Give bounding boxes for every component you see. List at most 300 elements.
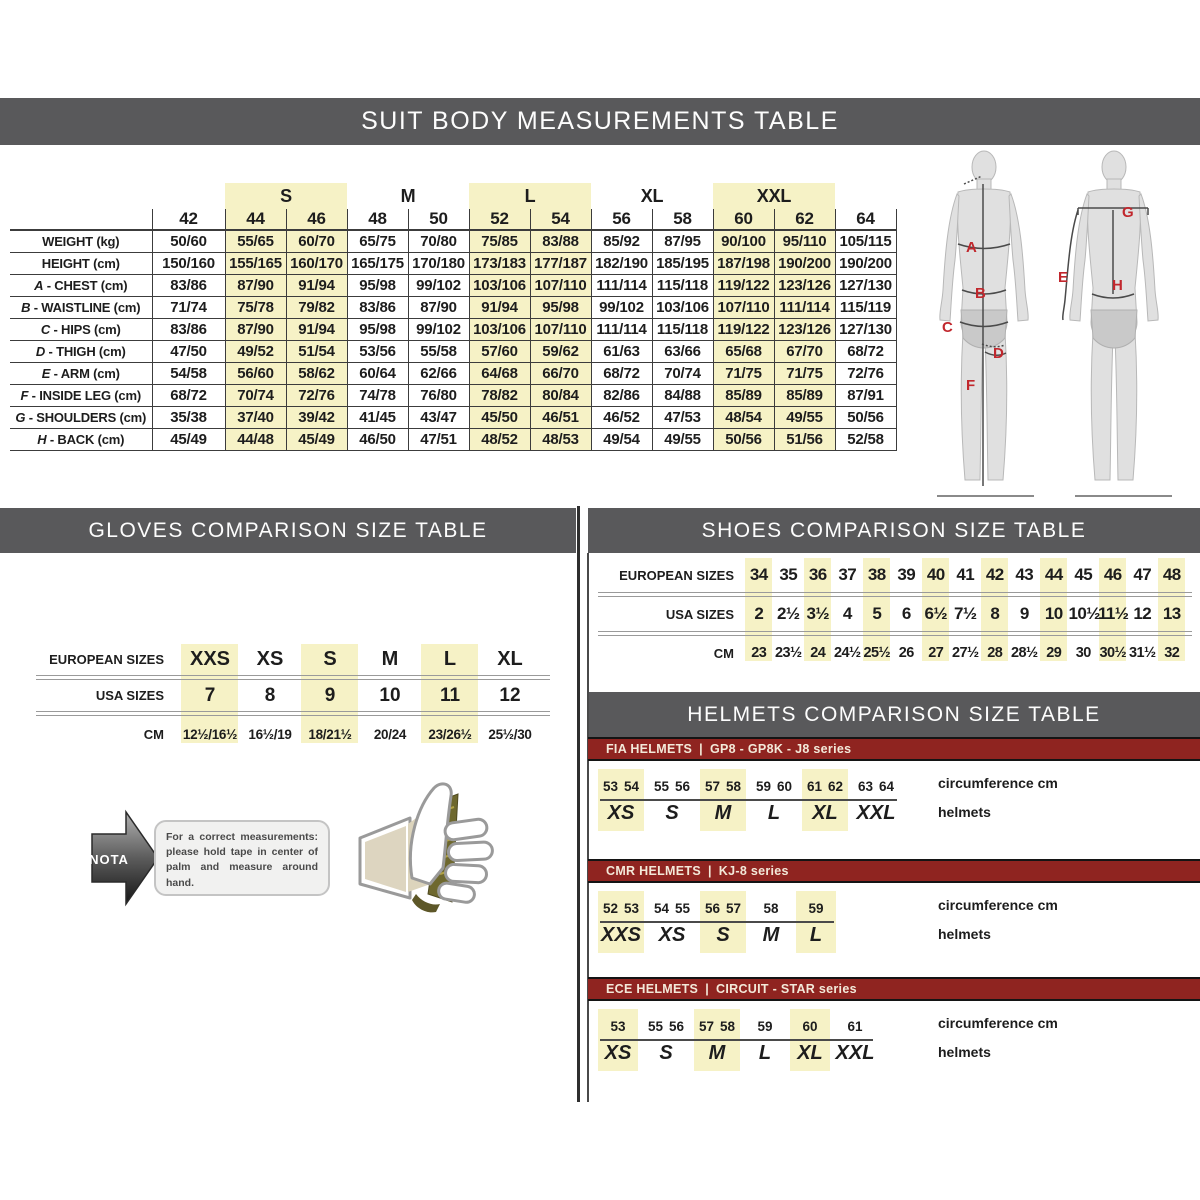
helmet-size-label: XS	[607, 801, 635, 824]
measurement-letter-e: E	[1058, 269, 1069, 286]
circumference-value: 55	[654, 778, 670, 794]
measurement-value: 82/86	[591, 385, 652, 407]
size-value: XL	[497, 648, 523, 670]
measurement-value: 68/72	[835, 341, 896, 363]
measurement-value: 46/51	[530, 407, 591, 429]
circumference-row-label: circumference cm	[938, 1015, 1058, 1031]
measurement-value: 47/53	[652, 407, 713, 429]
size-value: 7½	[954, 604, 977, 623]
measurement-value: 75/85	[469, 230, 530, 253]
table-row	[592, 597, 1192, 631]
size-header: 60	[713, 209, 774, 230]
measurement-value: 107/110	[530, 275, 591, 297]
measurement-value: 41/45	[347, 407, 408, 429]
circumference-value: 61	[847, 1018, 863, 1034]
measurement-letter-d: D	[993, 345, 1004, 362]
size-value: 8	[990, 604, 1000, 623]
measurement-letter-f: F	[966, 377, 976, 394]
helmet-row-labels	[938, 891, 1058, 949]
size-value: 29	[1046, 645, 1062, 661]
helmet-size-label: S	[716, 923, 730, 946]
circumference-values	[756, 896, 786, 920]
size-value: 39	[897, 565, 916, 584]
fia-helmets-section	[588, 737, 1200, 849]
row-label: CM	[713, 645, 734, 661]
size-value: 34	[749, 565, 768, 584]
suit-table-title: SUIT BODY MEASUREMENTS TABLE	[361, 107, 839, 135]
measurement-value: 50/56	[835, 407, 896, 429]
size-header: 56	[591, 209, 652, 230]
size-value: 25½/30	[488, 726, 532, 742]
measurement-value: 46/52	[591, 407, 652, 429]
measurement-value: 91/94	[286, 319, 347, 341]
circumference-values	[756, 774, 792, 798]
table-row	[10, 363, 896, 385]
size-value: 37	[838, 565, 857, 584]
circumference-value: 59	[757, 1018, 773, 1034]
measurement-value: 173/183	[469, 253, 530, 275]
measurement-value: 91/94	[286, 275, 347, 297]
measurement-value: 57/60	[469, 341, 530, 363]
measurement-value: 87/95	[652, 230, 713, 253]
measurement-value: 71/75	[713, 363, 774, 385]
size-group-label: M	[400, 185, 416, 206]
table-row	[10, 385, 896, 407]
helmet-series-bar	[588, 977, 1200, 1001]
measurement-value: 107/110	[713, 297, 774, 319]
helmet-size-groups	[598, 891, 836, 953]
row-label: CM	[143, 726, 164, 742]
size-value: 30½	[1099, 645, 1126, 661]
helmet-size-label: M	[708, 1041, 726, 1064]
circumference-values	[603, 1014, 633, 1038]
row-label: E - ARM (cm)	[10, 363, 152, 385]
measurement-value: 103/106	[469, 275, 530, 297]
measurement-value: 54/58	[152, 363, 225, 385]
measurement-value: 115/118	[652, 275, 713, 297]
size-value: M	[381, 648, 399, 670]
row-label: HEIGHT (cm)	[10, 253, 152, 275]
table-row	[30, 680, 550, 711]
helmet-size-label: L	[809, 923, 823, 946]
helmet-series-detail: KJ-8 series	[718, 864, 789, 878]
mannequin-figures	[912, 132, 1200, 504]
measurement-value: 71/74	[152, 297, 225, 319]
nota-arrow-icon	[88, 806, 162, 910]
suit-body-measurements-table	[10, 183, 897, 451]
measurement-value: 72/76	[835, 363, 896, 385]
measurement-letter-h: H	[1112, 277, 1123, 294]
helmet-size-label: XL	[797, 1041, 823, 1064]
measurement-value: 190/200	[835, 253, 896, 275]
helmet-size-groups	[598, 769, 899, 831]
measurement-value: 79/82	[286, 297, 347, 319]
size-value: 11	[439, 684, 461, 706]
measurement-value: 95/98	[347, 275, 408, 297]
measurement-value: 85/89	[713, 385, 774, 407]
size-value: 42	[985, 565, 1004, 584]
circumference-underline	[600, 921, 834, 923]
size-value: 26	[898, 645, 914, 661]
helmet-series-detail: CIRCUIT - STAR series	[716, 982, 857, 996]
measurement-value: 67/70	[774, 341, 835, 363]
measurement-value: 49/55	[774, 407, 835, 429]
pipe-separator: |	[707, 864, 712, 878]
measurement-value: 95/110	[774, 230, 835, 253]
circumference-value: 57	[725, 900, 741, 916]
table-row	[10, 341, 896, 363]
measurement-value: 53/56	[347, 341, 408, 363]
helmet-series-name: ECE HELMETS	[606, 982, 699, 996]
measurement-value: 190/200	[774, 253, 835, 275]
size-value: 6	[901, 604, 911, 623]
size-value: 43	[1015, 565, 1034, 584]
size-value: 6½	[924, 604, 947, 623]
row-label: USA SIZES	[95, 688, 164, 703]
measurement-value: 50/60	[152, 230, 225, 253]
size-value: 16½/19	[248, 726, 292, 742]
row-label: G - SHOULDERS (cm)	[10, 407, 152, 429]
measurement-letter-a: A	[966, 239, 977, 256]
measurement-value: 155/165	[225, 253, 286, 275]
measurement-value: 35/38	[152, 407, 225, 429]
measuring-note-text: For a correct measurements: please hold tape in center of palm and measure around hand.	[166, 831, 318, 889]
circumference-value: 56	[674, 778, 690, 794]
circumference-values	[840, 1014, 870, 1038]
measurement-value: 75/78	[225, 297, 286, 319]
size-value: 44	[1044, 565, 1063, 584]
measurement-value: 45/49	[286, 429, 347, 451]
table-row	[10, 230, 896, 253]
size-value: 45	[1074, 565, 1093, 584]
size-value: 41	[956, 565, 975, 584]
measurement-value: 65/75	[347, 230, 408, 253]
circumference-underline	[600, 799, 897, 801]
measurement-value: 78/82	[469, 385, 530, 407]
size-value: 2	[754, 604, 764, 623]
helmet-series-name: CMR HELMETS	[606, 864, 701, 878]
measurement-value: 185/195	[652, 253, 713, 275]
circumference-value: 53	[603, 778, 619, 794]
mannequin-back-figure	[1070, 151, 1158, 480]
measurement-value: 83/86	[347, 297, 408, 319]
circumference-row-label: circumference cm	[938, 897, 1058, 913]
measurement-value: 71/75	[774, 363, 835, 385]
circumference-value: 58	[719, 1018, 735, 1034]
helmet-size-label: L	[767, 801, 781, 824]
measurement-value: 80/84	[530, 385, 591, 407]
gloves-table-title-bar	[0, 508, 576, 553]
measurement-value: 70/80	[408, 230, 469, 253]
measurement-value: 115/119	[835, 297, 896, 319]
measurement-value: 99/102	[591, 297, 652, 319]
size-header: 42	[152, 209, 225, 230]
row-label: EUROPEAN SIZES	[619, 567, 734, 583]
measurement-value: 58/62	[286, 363, 347, 385]
hand-measure-illustration	[352, 780, 502, 914]
size-header: 58	[652, 209, 713, 230]
helmet-size-label: S	[665, 801, 679, 824]
circumference-value: 53	[623, 900, 639, 916]
helmet-size-label: S	[659, 1041, 673, 1064]
measurement-value: 47/50	[152, 341, 225, 363]
size-header: 52	[469, 209, 530, 230]
measurement-value: 87/90	[408, 297, 469, 319]
size-value: 46	[1103, 565, 1122, 584]
helmet-size-label: XL	[812, 801, 838, 824]
measurement-value: 83/86	[152, 319, 225, 341]
measurement-value: 47/51	[408, 429, 469, 451]
measurement-value: 70/74	[652, 363, 713, 385]
measurement-value: 119/122	[713, 275, 774, 297]
circumference-underline	[600, 1039, 873, 1041]
circumference-value: 52	[603, 900, 619, 916]
circumference-value: 56	[705, 900, 721, 916]
circumference-values	[654, 774, 690, 798]
measurement-value: 105/115	[835, 230, 896, 253]
measurement-value: 177/187	[530, 253, 591, 275]
measurement-value: 85/89	[774, 385, 835, 407]
measurement-value: 170/180	[408, 253, 469, 275]
helmet-size-label: M	[714, 801, 732, 824]
size-value: 23/26½	[428, 726, 472, 742]
measurement-value: 90/100	[713, 230, 774, 253]
helmets-row-label: helmets	[938, 1044, 991, 1060]
circumference-values	[603, 774, 639, 798]
measurement-value: 44/48	[225, 429, 286, 451]
size-value: XS	[256, 648, 284, 670]
measurement-value: 60/64	[347, 363, 408, 385]
circumference-value: 56	[668, 1018, 684, 1034]
size-value: XXS	[189, 648, 231, 670]
size-value: 28	[987, 645, 1003, 661]
circumference-value: 60	[776, 778, 792, 794]
nota-label: NOTA	[89, 852, 129, 867]
cmr-helmets-section	[588, 859, 1200, 971]
table-row	[592, 558, 1192, 592]
table-row	[10, 297, 896, 319]
size-value: 9	[1019, 604, 1029, 623]
circumference-value: 64	[878, 778, 894, 794]
measurement-value: 91/94	[469, 297, 530, 319]
size-value: 10	[1044, 604, 1063, 623]
size-value: 8	[264, 684, 276, 706]
ece-helmets-section	[588, 977, 1200, 1089]
circumference-value: 59	[756, 778, 772, 794]
helmet-size-rows	[588, 883, 1200, 971]
helmet-size-label: L	[758, 1041, 772, 1064]
size-value: 20/24	[373, 726, 407, 742]
size-value: 32	[1164, 645, 1180, 661]
measurement-value: 68/72	[152, 385, 225, 407]
measurement-value: 84/88	[652, 385, 713, 407]
measurement-value: 99/102	[408, 319, 469, 341]
circumference-value: 58	[725, 778, 741, 794]
size-header: 50	[408, 209, 469, 230]
circumference-value: 59	[808, 900, 824, 916]
measurement-value: 83/88	[530, 230, 591, 253]
measurement-value: 83/86	[152, 275, 225, 297]
pipe-separator: |	[705, 982, 710, 996]
helmet-series-name: FIA HELMETS	[606, 742, 693, 756]
measurement-value: 87/90	[225, 319, 286, 341]
measurement-value: 45/49	[152, 429, 225, 451]
measurement-value: 48/53	[530, 429, 591, 451]
measurement-value: 76/80	[408, 385, 469, 407]
measurement-value: 165/175	[347, 253, 408, 275]
measurement-value: 160/170	[286, 253, 347, 275]
measurement-value: 49/54	[591, 429, 652, 451]
helmets-row-label: helmets	[938, 926, 991, 942]
measurement-value: 55/58	[408, 341, 469, 363]
measurement-value: 64/68	[469, 363, 530, 385]
circumference-value: 58	[763, 900, 779, 916]
size-group-label	[10, 183, 225, 209]
measurement-value: 85/92	[591, 230, 652, 253]
helmet-row-labels	[938, 769, 1058, 827]
measurement-value: 60/70	[286, 230, 347, 253]
helmet-size-label: XXL	[835, 1041, 875, 1064]
circumference-value: 55	[674, 900, 690, 916]
measurement-value: 63/66	[652, 341, 713, 363]
size-value: 27½	[952, 645, 979, 661]
measurement-value: 95/98	[347, 319, 408, 341]
size-group-label	[835, 183, 896, 209]
measurement-value: 187/198	[713, 253, 774, 275]
helmet-size-label: XXS	[600, 923, 642, 946]
measurement-value: 103/106	[652, 297, 713, 319]
row-label: H - BACK (cm)	[10, 429, 152, 451]
size-value: 47	[1133, 565, 1152, 584]
measurement-value: 127/130	[835, 319, 896, 341]
measurement-value: 87/91	[835, 385, 896, 407]
size-header: 44	[225, 209, 286, 230]
measurement-value: 55/65	[225, 230, 286, 253]
size-header: 48	[347, 209, 408, 230]
size-value: 9	[324, 684, 336, 706]
circumference-values	[750, 1014, 780, 1038]
size-value: 13	[1162, 604, 1181, 623]
measurement-letter-g: G	[1122, 204, 1134, 221]
circumference-value: 62	[827, 778, 843, 794]
table-row	[10, 407, 896, 429]
measurement-value: 37/40	[225, 407, 286, 429]
size-value: 12½/16½	[182, 726, 238, 742]
measurement-value: 56/60	[225, 363, 286, 385]
helmet-series-bar	[588, 737, 1200, 761]
table-row	[592, 636, 1192, 670]
circumference-values	[795, 1014, 825, 1038]
measurement-value: 150/160	[152, 253, 225, 275]
circumference-value: 53	[610, 1018, 626, 1034]
helmet-series-detail: GP8 - GP8K - J8 series	[709, 742, 852, 756]
measurement-value: 52/58	[835, 429, 896, 451]
measurement-value: 107/110	[530, 319, 591, 341]
size-header: 62	[774, 209, 835, 230]
size-value: 27	[928, 645, 944, 661]
measurement-value: 59/62	[530, 341, 591, 363]
size-group-label: S	[225, 183, 347, 209]
circumference-value: 54	[623, 778, 639, 794]
helmets-table-title: HELMETS COMPARISON SIZE TABLE	[687, 703, 1101, 726]
circumference-values	[654, 896, 690, 920]
measurement-value: 119/122	[713, 319, 774, 341]
shoes-table-title: SHOES COMPARISON SIZE TABLE	[701, 518, 1087, 542]
measurement-value: 111/114	[774, 297, 835, 319]
measurement-value: 103/106	[469, 319, 530, 341]
table-row	[10, 319, 896, 341]
gloves-table-title: GLOVES COMPARISON SIZE TABLE	[88, 518, 488, 542]
helmet-size-label: XS	[658, 923, 686, 946]
measurement-letter-b: B	[975, 285, 986, 302]
shoes-size-table	[592, 558, 1192, 670]
measurement-value: 51/56	[774, 429, 835, 451]
measurement-value: 72/76	[286, 385, 347, 407]
row-label: F - INSIDE LEG (cm)	[10, 385, 152, 407]
measurement-value: 182/190	[591, 253, 652, 275]
circumference-values	[705, 774, 741, 798]
size-value: 5	[872, 604, 882, 623]
helmet-size-label: M	[762, 923, 780, 946]
size-value: 48	[1162, 565, 1181, 584]
size-value: 10½	[1068, 604, 1100, 623]
measurement-value: 39/42	[286, 407, 347, 429]
size-value: 4	[842, 604, 852, 623]
measurement-value: 49/52	[225, 341, 286, 363]
measurement-letter-c: C	[942, 319, 953, 336]
measurement-value: 87/90	[225, 275, 286, 297]
measurement-value: 95/98	[530, 297, 591, 319]
table-row	[30, 716, 550, 752]
row-label: B - WAISTLINE (cm)	[10, 297, 152, 319]
size-value: 7	[204, 684, 216, 706]
size-value: 3½	[806, 604, 829, 623]
measurement-value: 49/55	[652, 429, 713, 451]
circumference-value: 61	[807, 778, 823, 794]
size-value: 25½	[863, 645, 890, 661]
measurement-value: 99/102	[408, 275, 469, 297]
circumference-values	[801, 896, 831, 920]
circumference-values	[648, 1014, 684, 1038]
row-label: C - HIPS (cm)	[10, 319, 152, 341]
circumference-value: 57	[705, 778, 721, 794]
measurement-value: 127/130	[835, 275, 896, 297]
helmet-series-bar	[588, 859, 1200, 883]
row-label: D - THIGH (cm)	[10, 341, 152, 363]
circumference-value: 57	[699, 1018, 715, 1034]
size-value: 23	[751, 645, 767, 661]
circumference-value: 55	[648, 1018, 664, 1034]
size-value: 2½	[777, 604, 800, 623]
size-group-label: L	[469, 183, 591, 209]
measurement-value: 115/118	[652, 319, 713, 341]
helmet-size-label: XXL	[856, 801, 896, 824]
pipe-separator: |	[699, 742, 703, 756]
measurement-value: 61/63	[591, 341, 652, 363]
helmet-row-labels	[938, 1009, 1058, 1067]
circumference-value: 63	[858, 778, 874, 794]
row-label: A - CHEST (cm)	[10, 275, 152, 297]
row-label: WEIGHT (kg)	[10, 230, 152, 253]
size-header: 64	[835, 209, 896, 230]
measurement-value: 51/54	[286, 341, 347, 363]
helmet-size-rows	[588, 761, 1200, 849]
measurement-value: 70/74	[225, 385, 286, 407]
size-value: 11½	[1098, 604, 1129, 623]
row-label: EUROPEAN SIZES	[49, 652, 164, 667]
size-value: 28½	[1011, 645, 1038, 661]
measurement-value: 111/114	[591, 319, 652, 341]
